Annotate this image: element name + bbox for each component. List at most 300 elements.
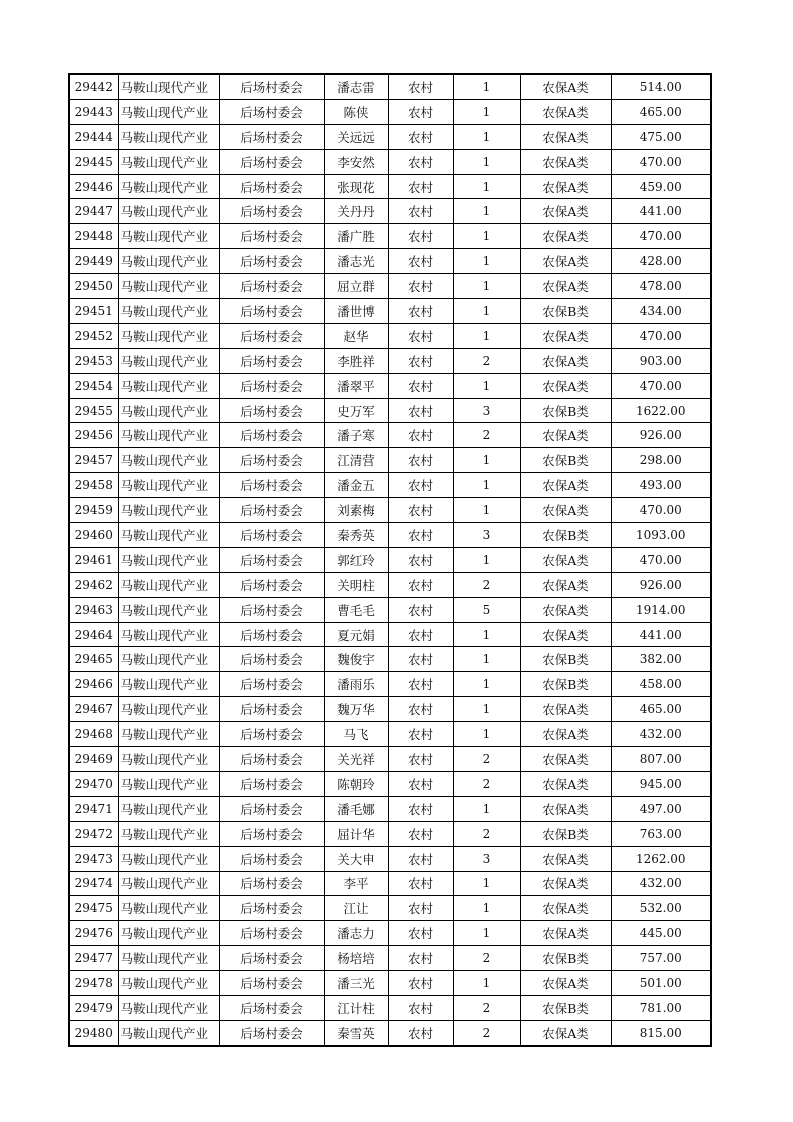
table-row xyxy=(69,249,711,274)
cell-category: 农保A类 xyxy=(520,747,611,772)
cell-village: 后场村委会 xyxy=(219,622,324,647)
cell-amount: 441.00 xyxy=(611,622,711,647)
cell-village: 后场村委会 xyxy=(219,821,324,846)
table-row xyxy=(69,224,711,249)
cell-category: 农保A类 xyxy=(520,498,611,523)
cell-id: 29472 xyxy=(69,821,118,846)
cell-name: 潘志力 xyxy=(324,921,388,946)
cell-id: 29478 xyxy=(69,971,118,996)
table-row xyxy=(69,149,711,174)
cell-category: 农保A类 xyxy=(520,697,611,722)
cell-type: 农村 xyxy=(388,299,453,324)
cell-village: 后场村委会 xyxy=(219,99,324,124)
cell-type: 农村 xyxy=(388,423,453,448)
cell-company: 马鞍山现代产业 xyxy=(118,871,219,896)
cell-company: 马鞍山现代产业 xyxy=(118,124,219,149)
cell-id: 29462 xyxy=(69,572,118,597)
cell-count: 3 xyxy=(453,523,520,548)
cell-count: 1 xyxy=(453,323,520,348)
table-row xyxy=(69,846,711,871)
cell-category: 农保A类 xyxy=(520,547,611,572)
cell-amount: 514.00 xyxy=(611,74,711,99)
cell-count: 2 xyxy=(453,423,520,448)
cell-village: 后场村委会 xyxy=(219,871,324,896)
cell-village: 后场村委会 xyxy=(219,722,324,747)
cell-name: 魏俊宇 xyxy=(324,647,388,672)
table-row xyxy=(69,448,711,473)
cell-type: 农村 xyxy=(388,547,453,572)
cell-category: 农保A类 xyxy=(520,174,611,199)
cell-category: 农保A类 xyxy=(520,373,611,398)
cell-amount: 465.00 xyxy=(611,99,711,124)
cell-id: 29473 xyxy=(69,846,118,871)
cell-name: 陈朝玲 xyxy=(324,771,388,796)
cell-company: 马鞍山现代产业 xyxy=(118,373,219,398)
table-row xyxy=(69,74,711,99)
cell-amount: 470.00 xyxy=(611,498,711,523)
cell-id: 29476 xyxy=(69,921,118,946)
cell-name: 陈侠 xyxy=(324,99,388,124)
cell-company: 马鞍山现代产业 xyxy=(118,199,219,224)
cell-amount: 945.00 xyxy=(611,771,711,796)
cell-amount: 298.00 xyxy=(611,448,711,473)
cell-amount: 1914.00 xyxy=(611,597,711,622)
cell-village: 后场村委会 xyxy=(219,274,324,299)
table-row xyxy=(69,946,711,971)
cell-village: 后场村委会 xyxy=(219,846,324,871)
table-row xyxy=(69,373,711,398)
cell-count: 1 xyxy=(453,473,520,498)
table-row xyxy=(69,747,711,772)
cell-amount: 465.00 xyxy=(611,697,711,722)
cell-name: 潘子寒 xyxy=(324,423,388,448)
cell-amount: 807.00 xyxy=(611,747,711,772)
cell-id: 29452 xyxy=(69,323,118,348)
cell-count: 1 xyxy=(453,149,520,174)
cell-company: 马鞍山现代产业 xyxy=(118,1020,219,1045)
cell-company: 马鞍山现代产业 xyxy=(118,921,219,946)
cell-type: 农村 xyxy=(388,323,453,348)
cell-company: 马鞍山现代产业 xyxy=(118,323,219,348)
cell-id: 29442 xyxy=(69,74,118,99)
cell-village: 后场村委会 xyxy=(219,174,324,199)
cell-village: 后场村委会 xyxy=(219,946,324,971)
cell-company: 马鞍山现代产业 xyxy=(118,572,219,597)
cell-category: 农保A类 xyxy=(520,199,611,224)
cell-id: 29461 xyxy=(69,547,118,572)
cell-name: 潘毛娜 xyxy=(324,796,388,821)
cell-category: 农保A类 xyxy=(520,323,611,348)
cell-id: 29480 xyxy=(69,1020,118,1045)
table-row xyxy=(69,572,711,597)
cell-id: 29469 xyxy=(69,747,118,772)
cell-category: 农保A类 xyxy=(520,274,611,299)
cell-id: 29479 xyxy=(69,995,118,1020)
cell-amount: 475.00 xyxy=(611,124,711,149)
cell-count: 1 xyxy=(453,498,520,523)
cell-count: 1 xyxy=(453,722,520,747)
cell-category: 农保A类 xyxy=(520,572,611,597)
cell-name: 李安然 xyxy=(324,149,388,174)
cell-amount: 763.00 xyxy=(611,821,711,846)
cell-amount: 445.00 xyxy=(611,921,711,946)
cell-amount: 1622.00 xyxy=(611,398,711,423)
cell-village: 后场村委会 xyxy=(219,224,324,249)
table-row xyxy=(69,971,711,996)
cell-company: 马鞍山现代产业 xyxy=(118,971,219,996)
cell-type: 农村 xyxy=(388,149,453,174)
cell-id: 29477 xyxy=(69,946,118,971)
cell-village: 后场村委会 xyxy=(219,124,324,149)
cell-village: 后场村委会 xyxy=(219,448,324,473)
cell-village: 后场村委会 xyxy=(219,572,324,597)
table-row xyxy=(69,921,711,946)
cell-count: 1 xyxy=(453,971,520,996)
cell-village: 后场村委会 xyxy=(219,523,324,548)
cell-name: 屈计华 xyxy=(324,821,388,846)
cell-village: 后场村委会 xyxy=(219,398,324,423)
cell-count: 1 xyxy=(453,174,520,199)
cell-village: 后场村委会 xyxy=(219,971,324,996)
table-row xyxy=(69,871,711,896)
cell-category: 农保A类 xyxy=(520,249,611,274)
cell-category: 农保B类 xyxy=(520,946,611,971)
cell-type: 农村 xyxy=(388,473,453,498)
cell-company: 马鞍山现代产业 xyxy=(118,846,219,871)
cell-amount: 815.00 xyxy=(611,1020,711,1045)
cell-name: 潘志雷 xyxy=(324,74,388,99)
cell-type: 农村 xyxy=(388,498,453,523)
cell-amount: 428.00 xyxy=(611,249,711,274)
cell-count: 1 xyxy=(453,448,520,473)
cell-category: 农保A类 xyxy=(520,348,611,373)
cell-type: 农村 xyxy=(388,995,453,1020)
cell-name: 关丹丹 xyxy=(324,199,388,224)
cell-company: 马鞍山现代产业 xyxy=(118,473,219,498)
cell-category: 农保B类 xyxy=(520,995,611,1020)
cell-category: 农保B类 xyxy=(520,448,611,473)
data-table xyxy=(68,73,712,1047)
cell-company: 马鞍山现代产业 xyxy=(118,99,219,124)
table-row xyxy=(69,771,711,796)
cell-category: 农保A类 xyxy=(520,971,611,996)
cell-type: 农村 xyxy=(388,224,453,249)
cell-id: 29456 xyxy=(69,423,118,448)
cell-name: 李胜祥 xyxy=(324,348,388,373)
cell-village: 后场村委会 xyxy=(219,896,324,921)
cell-village: 后场村委会 xyxy=(219,796,324,821)
cell-id: 29443 xyxy=(69,99,118,124)
cell-name: 关大申 xyxy=(324,846,388,871)
cell-category: 农保A类 xyxy=(520,224,611,249)
cell-type: 农村 xyxy=(388,796,453,821)
cell-category: 农保A类 xyxy=(520,771,611,796)
cell-company: 马鞍山现代产业 xyxy=(118,448,219,473)
cell-category: 农保B类 xyxy=(520,299,611,324)
cell-count: 2 xyxy=(453,747,520,772)
cell-id: 29457 xyxy=(69,448,118,473)
cell-amount: 459.00 xyxy=(611,174,711,199)
cell-village: 后场村委会 xyxy=(219,547,324,572)
cell-category: 农保A类 xyxy=(520,722,611,747)
cell-count: 1 xyxy=(453,796,520,821)
cell-id: 29445 xyxy=(69,149,118,174)
table-row xyxy=(69,323,711,348)
cell-category: 农保A类 xyxy=(520,796,611,821)
cell-name: 江清营 xyxy=(324,448,388,473)
cell-name: 张现花 xyxy=(324,174,388,199)
cell-category: 农保A类 xyxy=(520,896,611,921)
cell-id: 29450 xyxy=(69,274,118,299)
cell-company: 马鞍山现代产业 xyxy=(118,796,219,821)
cell-company: 马鞍山现代产业 xyxy=(118,498,219,523)
cell-name: 潘雨乐 xyxy=(324,672,388,697)
cell-village: 后场村委会 xyxy=(219,74,324,99)
table-row xyxy=(69,796,711,821)
cell-company: 马鞍山现代产业 xyxy=(118,224,219,249)
cell-name: 刘素梅 xyxy=(324,498,388,523)
cell-count: 2 xyxy=(453,821,520,846)
cell-company: 马鞍山现代产业 xyxy=(118,946,219,971)
cell-count: 2 xyxy=(453,348,520,373)
cell-village: 后场村委会 xyxy=(219,1020,324,1045)
cell-village: 后场村委会 xyxy=(219,921,324,946)
cell-company: 马鞍山现代产业 xyxy=(118,299,219,324)
cell-id: 29454 xyxy=(69,373,118,398)
cell-count: 1 xyxy=(453,896,520,921)
cell-company: 马鞍山现代产业 xyxy=(118,747,219,772)
cell-amount: 926.00 xyxy=(611,423,711,448)
cell-count: 1 xyxy=(453,647,520,672)
table-row xyxy=(69,547,711,572)
table-row xyxy=(69,647,711,672)
cell-id: 29451 xyxy=(69,299,118,324)
cell-type: 农村 xyxy=(388,373,453,398)
cell-type: 农村 xyxy=(388,747,453,772)
cell-count: 3 xyxy=(453,398,520,423)
table-row xyxy=(69,1020,711,1045)
cell-id: 29464 xyxy=(69,622,118,647)
table-body xyxy=(69,74,711,1046)
table-row xyxy=(69,672,711,697)
cell-name: 江让 xyxy=(324,896,388,921)
cell-id: 29453 xyxy=(69,348,118,373)
cell-id: 29468 xyxy=(69,722,118,747)
cell-company: 马鞍山现代产业 xyxy=(118,74,219,99)
cell-count: 1 xyxy=(453,99,520,124)
cell-name: 曹毛毛 xyxy=(324,597,388,622)
cell-village: 后场村委会 xyxy=(219,597,324,622)
cell-village: 后场村委会 xyxy=(219,647,324,672)
cell-category: 农保A类 xyxy=(520,124,611,149)
cell-name: 马飞 xyxy=(324,722,388,747)
cell-name: 关远远 xyxy=(324,124,388,149)
cell-company: 马鞍山现代产业 xyxy=(118,149,219,174)
cell-type: 农村 xyxy=(388,946,453,971)
cell-id: 29475 xyxy=(69,896,118,921)
cell-amount: 493.00 xyxy=(611,473,711,498)
table-row xyxy=(69,896,711,921)
cell-category: 农保A类 xyxy=(520,921,611,946)
cell-amount: 432.00 xyxy=(611,722,711,747)
cell-name: 潘三光 xyxy=(324,971,388,996)
cell-village: 后场村委会 xyxy=(219,473,324,498)
cell-count: 1 xyxy=(453,124,520,149)
cell-type: 农村 xyxy=(388,249,453,274)
cell-category: 农保B类 xyxy=(520,523,611,548)
cell-id: 29467 xyxy=(69,697,118,722)
cell-name: 潘广胜 xyxy=(324,224,388,249)
cell-type: 农村 xyxy=(388,921,453,946)
table-row xyxy=(69,722,711,747)
cell-name: 魏万华 xyxy=(324,697,388,722)
cell-amount: 470.00 xyxy=(611,149,711,174)
cell-count: 1 xyxy=(453,274,520,299)
cell-id: 29448 xyxy=(69,224,118,249)
cell-count: 1 xyxy=(453,373,520,398)
table-row xyxy=(69,299,711,324)
cell-village: 后场村委会 xyxy=(219,995,324,1020)
cell-company: 马鞍山现代产业 xyxy=(118,523,219,548)
cell-amount: 470.00 xyxy=(611,373,711,398)
cell-category: 农保A类 xyxy=(520,597,611,622)
cell-village: 后场村委会 xyxy=(219,149,324,174)
table-row xyxy=(69,697,711,722)
cell-company: 马鞍山现代产业 xyxy=(118,547,219,572)
cell-amount: 470.00 xyxy=(611,323,711,348)
cell-name: 关明柱 xyxy=(324,572,388,597)
cell-count: 2 xyxy=(453,995,520,1020)
cell-type: 农村 xyxy=(388,174,453,199)
table-row xyxy=(69,199,711,224)
cell-category: 农保A类 xyxy=(520,846,611,871)
cell-count: 1 xyxy=(453,74,520,99)
cell-amount: 781.00 xyxy=(611,995,711,1020)
cell-amount: 1262.00 xyxy=(611,846,711,871)
cell-count: 1 xyxy=(453,921,520,946)
cell-type: 农村 xyxy=(388,572,453,597)
cell-type: 农村 xyxy=(388,821,453,846)
table-row xyxy=(69,99,711,124)
cell-company: 马鞍山现代产业 xyxy=(118,622,219,647)
table-row xyxy=(69,423,711,448)
cell-village: 后场村委会 xyxy=(219,249,324,274)
cell-amount: 501.00 xyxy=(611,971,711,996)
cell-count: 5 xyxy=(453,597,520,622)
cell-id: 29455 xyxy=(69,398,118,423)
cell-category: 农保A类 xyxy=(520,99,611,124)
cell-company: 马鞍山现代产业 xyxy=(118,348,219,373)
cell-count: 1 xyxy=(453,697,520,722)
cell-category: 农保A类 xyxy=(520,871,611,896)
cell-amount: 532.00 xyxy=(611,896,711,921)
table-row xyxy=(69,622,711,647)
cell-amount: 757.00 xyxy=(611,946,711,971)
cell-count: 1 xyxy=(453,224,520,249)
cell-company: 马鞍山现代产业 xyxy=(118,249,219,274)
cell-name: 杨培培 xyxy=(324,946,388,971)
table-row xyxy=(69,124,711,149)
cell-company: 马鞍山现代产业 xyxy=(118,423,219,448)
cell-name: 史万军 xyxy=(324,398,388,423)
cell-type: 农村 xyxy=(388,398,453,423)
cell-amount: 497.00 xyxy=(611,796,711,821)
table-row xyxy=(69,597,711,622)
cell-name: 潘翠平 xyxy=(324,373,388,398)
cell-village: 后场村委会 xyxy=(219,498,324,523)
cell-company: 马鞍山现代产业 xyxy=(118,174,219,199)
cell-company: 马鞍山现代产业 xyxy=(118,995,219,1020)
cell-id: 29474 xyxy=(69,871,118,896)
cell-village: 后场村委会 xyxy=(219,672,324,697)
cell-count: 2 xyxy=(453,946,520,971)
cell-company: 马鞍山现代产业 xyxy=(118,647,219,672)
cell-count: 1 xyxy=(453,199,520,224)
cell-count: 1 xyxy=(453,871,520,896)
table-row xyxy=(69,473,711,498)
cell-category: 农保A类 xyxy=(520,423,611,448)
cell-name: 关光祥 xyxy=(324,747,388,772)
cell-village: 后场村委会 xyxy=(219,423,324,448)
cell-count: 1 xyxy=(453,547,520,572)
cell-type: 农村 xyxy=(388,199,453,224)
cell-company: 马鞍山现代产业 xyxy=(118,771,219,796)
cell-count: 2 xyxy=(453,771,520,796)
cell-village: 后场村委会 xyxy=(219,771,324,796)
table-row xyxy=(69,523,711,548)
cell-amount: 441.00 xyxy=(611,199,711,224)
cell-type: 农村 xyxy=(388,1020,453,1045)
cell-type: 农村 xyxy=(388,523,453,548)
cell-id: 29465 xyxy=(69,647,118,672)
cell-village: 后场村委会 xyxy=(219,373,324,398)
cell-count: 1 xyxy=(453,249,520,274)
cell-amount: 478.00 xyxy=(611,274,711,299)
cell-category: 农保A类 xyxy=(520,473,611,498)
cell-company: 马鞍山现代产业 xyxy=(118,896,219,921)
cell-amount: 470.00 xyxy=(611,224,711,249)
cell-type: 农村 xyxy=(388,846,453,871)
cell-amount: 470.00 xyxy=(611,547,711,572)
cell-id: 29449 xyxy=(69,249,118,274)
cell-category: 农保A类 xyxy=(520,74,611,99)
cell-name: 秦雪英 xyxy=(324,1020,388,1045)
table-row xyxy=(69,995,711,1020)
cell-count: 2 xyxy=(453,1020,520,1045)
cell-name: 李平 xyxy=(324,871,388,896)
cell-id: 29446 xyxy=(69,174,118,199)
cell-name: 秦秀英 xyxy=(324,523,388,548)
table-row xyxy=(69,821,711,846)
cell-type: 农村 xyxy=(388,124,453,149)
cell-type: 农村 xyxy=(388,672,453,697)
cell-name: 夏元娟 xyxy=(324,622,388,647)
cell-id: 29444 xyxy=(69,124,118,149)
table-row xyxy=(69,274,711,299)
table-row xyxy=(69,498,711,523)
cell-category: 农保A类 xyxy=(520,149,611,174)
cell-company: 马鞍山现代产业 xyxy=(118,821,219,846)
cell-name: 赵华 xyxy=(324,323,388,348)
cell-id: 29447 xyxy=(69,199,118,224)
cell-category: 农保A类 xyxy=(520,622,611,647)
cell-type: 农村 xyxy=(388,99,453,124)
cell-id: 29458 xyxy=(69,473,118,498)
cell-id: 29460 xyxy=(69,523,118,548)
cell-id: 29471 xyxy=(69,796,118,821)
cell-id: 29463 xyxy=(69,597,118,622)
cell-village: 后场村委会 xyxy=(219,299,324,324)
